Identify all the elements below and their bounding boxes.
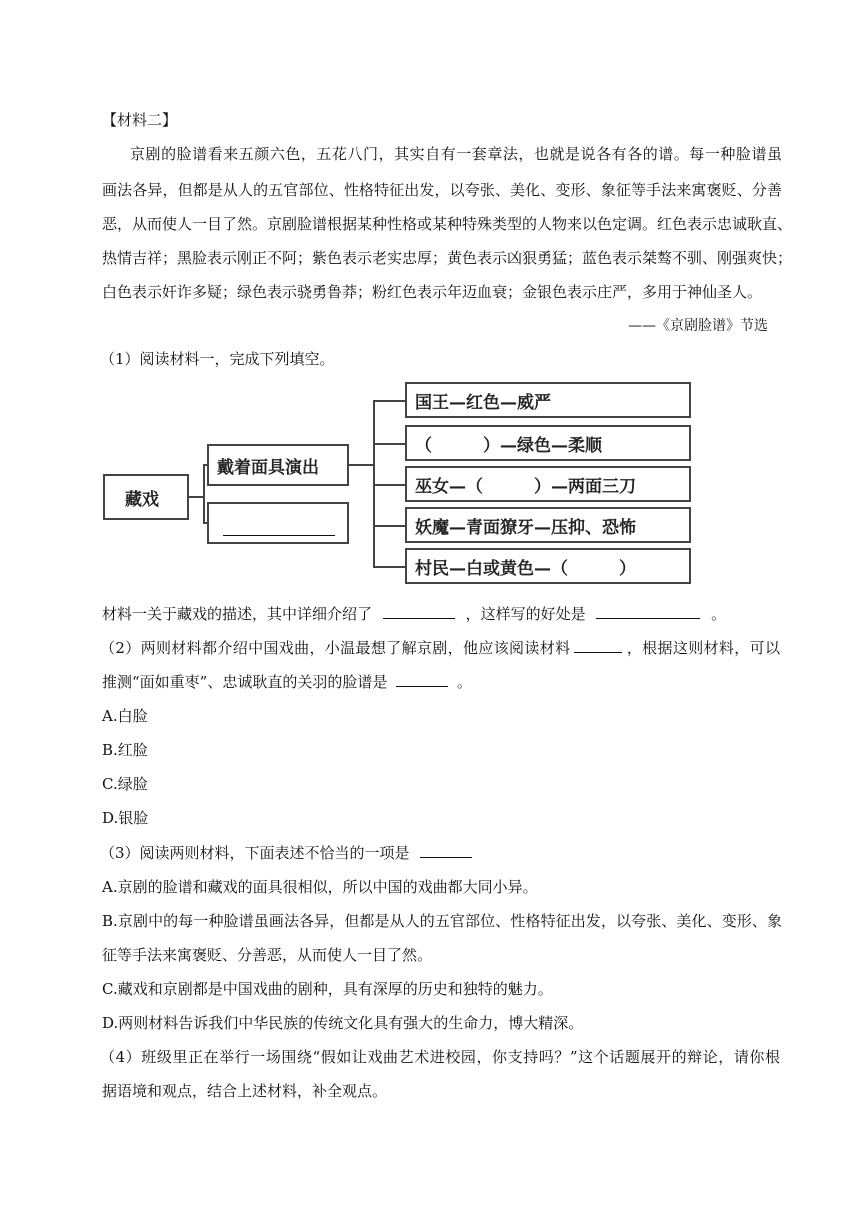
diagram-branch-mask: 戴着面具演出 (207, 444, 349, 486)
tibetan-opera-diagram (103, 380, 693, 590)
connector (203, 464, 205, 524)
question-4-line: （4）班级里正在举行一场围绕“假如让戏曲艺术进校园，你支持吗？”这个话题展开的辩论，请你根 (100, 1048, 780, 1066)
question-text: （2）两则材料都介绍中国戏曲，小温最想了解京剧，他应该阅读材料 (100, 639, 571, 657)
question-1-followup (102, 604, 782, 624)
question-text: 推测“面如重枣”、忠诚耿直的关羽的脸谱是 (102, 673, 388, 691)
material-paragraph-line: 热情吉祥；黑脸表示刚正不阿；紫色表示老实忠厚；黄色表示凶狠勇猛；蓝色表示桀骜不驯、刚强爽快； (102, 249, 793, 267)
question-text: ，根据这则材料，可以 (626, 639, 780, 657)
connector (373, 484, 407, 486)
connector (373, 443, 407, 445)
diagram-leaf: 巫女—（ ）—两面三刀 (405, 466, 691, 502)
connector (373, 566, 407, 568)
question-4-line: 据语境和观点，结合上述材料，补全观点。 (102, 1082, 388, 1100)
question-2-line (100, 638, 780, 658)
connector (349, 464, 375, 466)
diagram-leaf: 村民—白或黄色—（ ） (405, 548, 691, 584)
diagram-branch-blank (207, 502, 349, 544)
material-paragraph-line: 恶，从而使人一目了然。京剧脸谱根据某种性格或某种特殊类型的人物来以色定调。红色表示忠诚耿直、 (102, 215, 793, 233)
question-text: （3）阅读两则材料，下面表述不恰当的一项是 (100, 844, 410, 862)
question-3-prompt (100, 843, 780, 863)
option-a[interactable]: A.白脸 (102, 707, 148, 725)
diagram-leaf: 妖魔—青面獠牙—压抑、恐怖 (405, 507, 691, 543)
answer-blank[interactable] (383, 604, 455, 619)
answer-blank[interactable] (596, 604, 700, 619)
diagram-leaf: （ ）—绿色—柔顺 (405, 425, 691, 461)
answer-blank[interactable] (420, 843, 472, 858)
question-2-line (102, 672, 782, 692)
question-text: 。 (456, 673, 472, 691)
diagram-root: 藏戏 (103, 474, 189, 520)
connector (373, 400, 407, 402)
question-1-prompt: （1）阅读材料一，完成下列填空。 (100, 350, 335, 368)
connector (373, 525, 407, 527)
material-paragraph-line: 画法各异，但都是从人的五官部位、性格特征出发，以夸张、美化、变形、象征等手法来寓褒贬、分善 (102, 181, 782, 199)
answer-blank[interactable] (223, 521, 335, 536)
material-heading: 【材料二】 (102, 111, 178, 129)
option-b[interactable]: B.京剧中的每一种脸谱虽画法各异，但都是从人的五官部位、性格特征出发，以夸张、美化、变形、象 (102, 912, 782, 930)
option-d[interactable]: D.两则材料告诉我们中华民族的传统文化具有强大的生命力，博大精深。 (102, 1014, 584, 1032)
answer-blank[interactable] (396, 672, 448, 687)
material-paragraph-line: 京剧的脸谱看来五颜六色，五花八门，其实自有一套章法，也就是说各有各的谱。每一种脸谱虽 (130, 145, 782, 163)
material-source: ——《京剧脸谱》节选 (628, 318, 768, 334)
option-c[interactable]: C.藏戏和京剧都是中国戏曲的剧种，具有深厚的历史和独特的魅力。 (102, 980, 553, 998)
diagram-leaf: 国王—红色—威严 (405, 382, 691, 418)
followup-text: 。 (711, 605, 727, 623)
material-paragraph-line: 白色表示奸诈多疑；绿色表示骁勇鲁莽；粉红色表示年迈血衰；金银色表示庄严，多用于神仙圣人。 (102, 283, 763, 301)
option-b[interactable]: B.红脸 (102, 741, 148, 759)
option-c[interactable]: C.绿脸 (102, 775, 148, 793)
option-b-continued: 征等手法来寓褒贬、分善恶，从而使人一目了然。 (102, 946, 433, 964)
option-d[interactable]: D.银脸 (102, 809, 149, 827)
option-a[interactable]: A.京剧的脸谱和藏戏的面具很相似，所以中国的戏曲都大同小异。 (102, 878, 538, 896)
followup-text: 材料一关于藏戏的描述，其中详细介绍了 (102, 605, 373, 623)
followup-text: ，这样写的好处是 (465, 605, 586, 623)
answer-blank[interactable] (574, 638, 622, 653)
